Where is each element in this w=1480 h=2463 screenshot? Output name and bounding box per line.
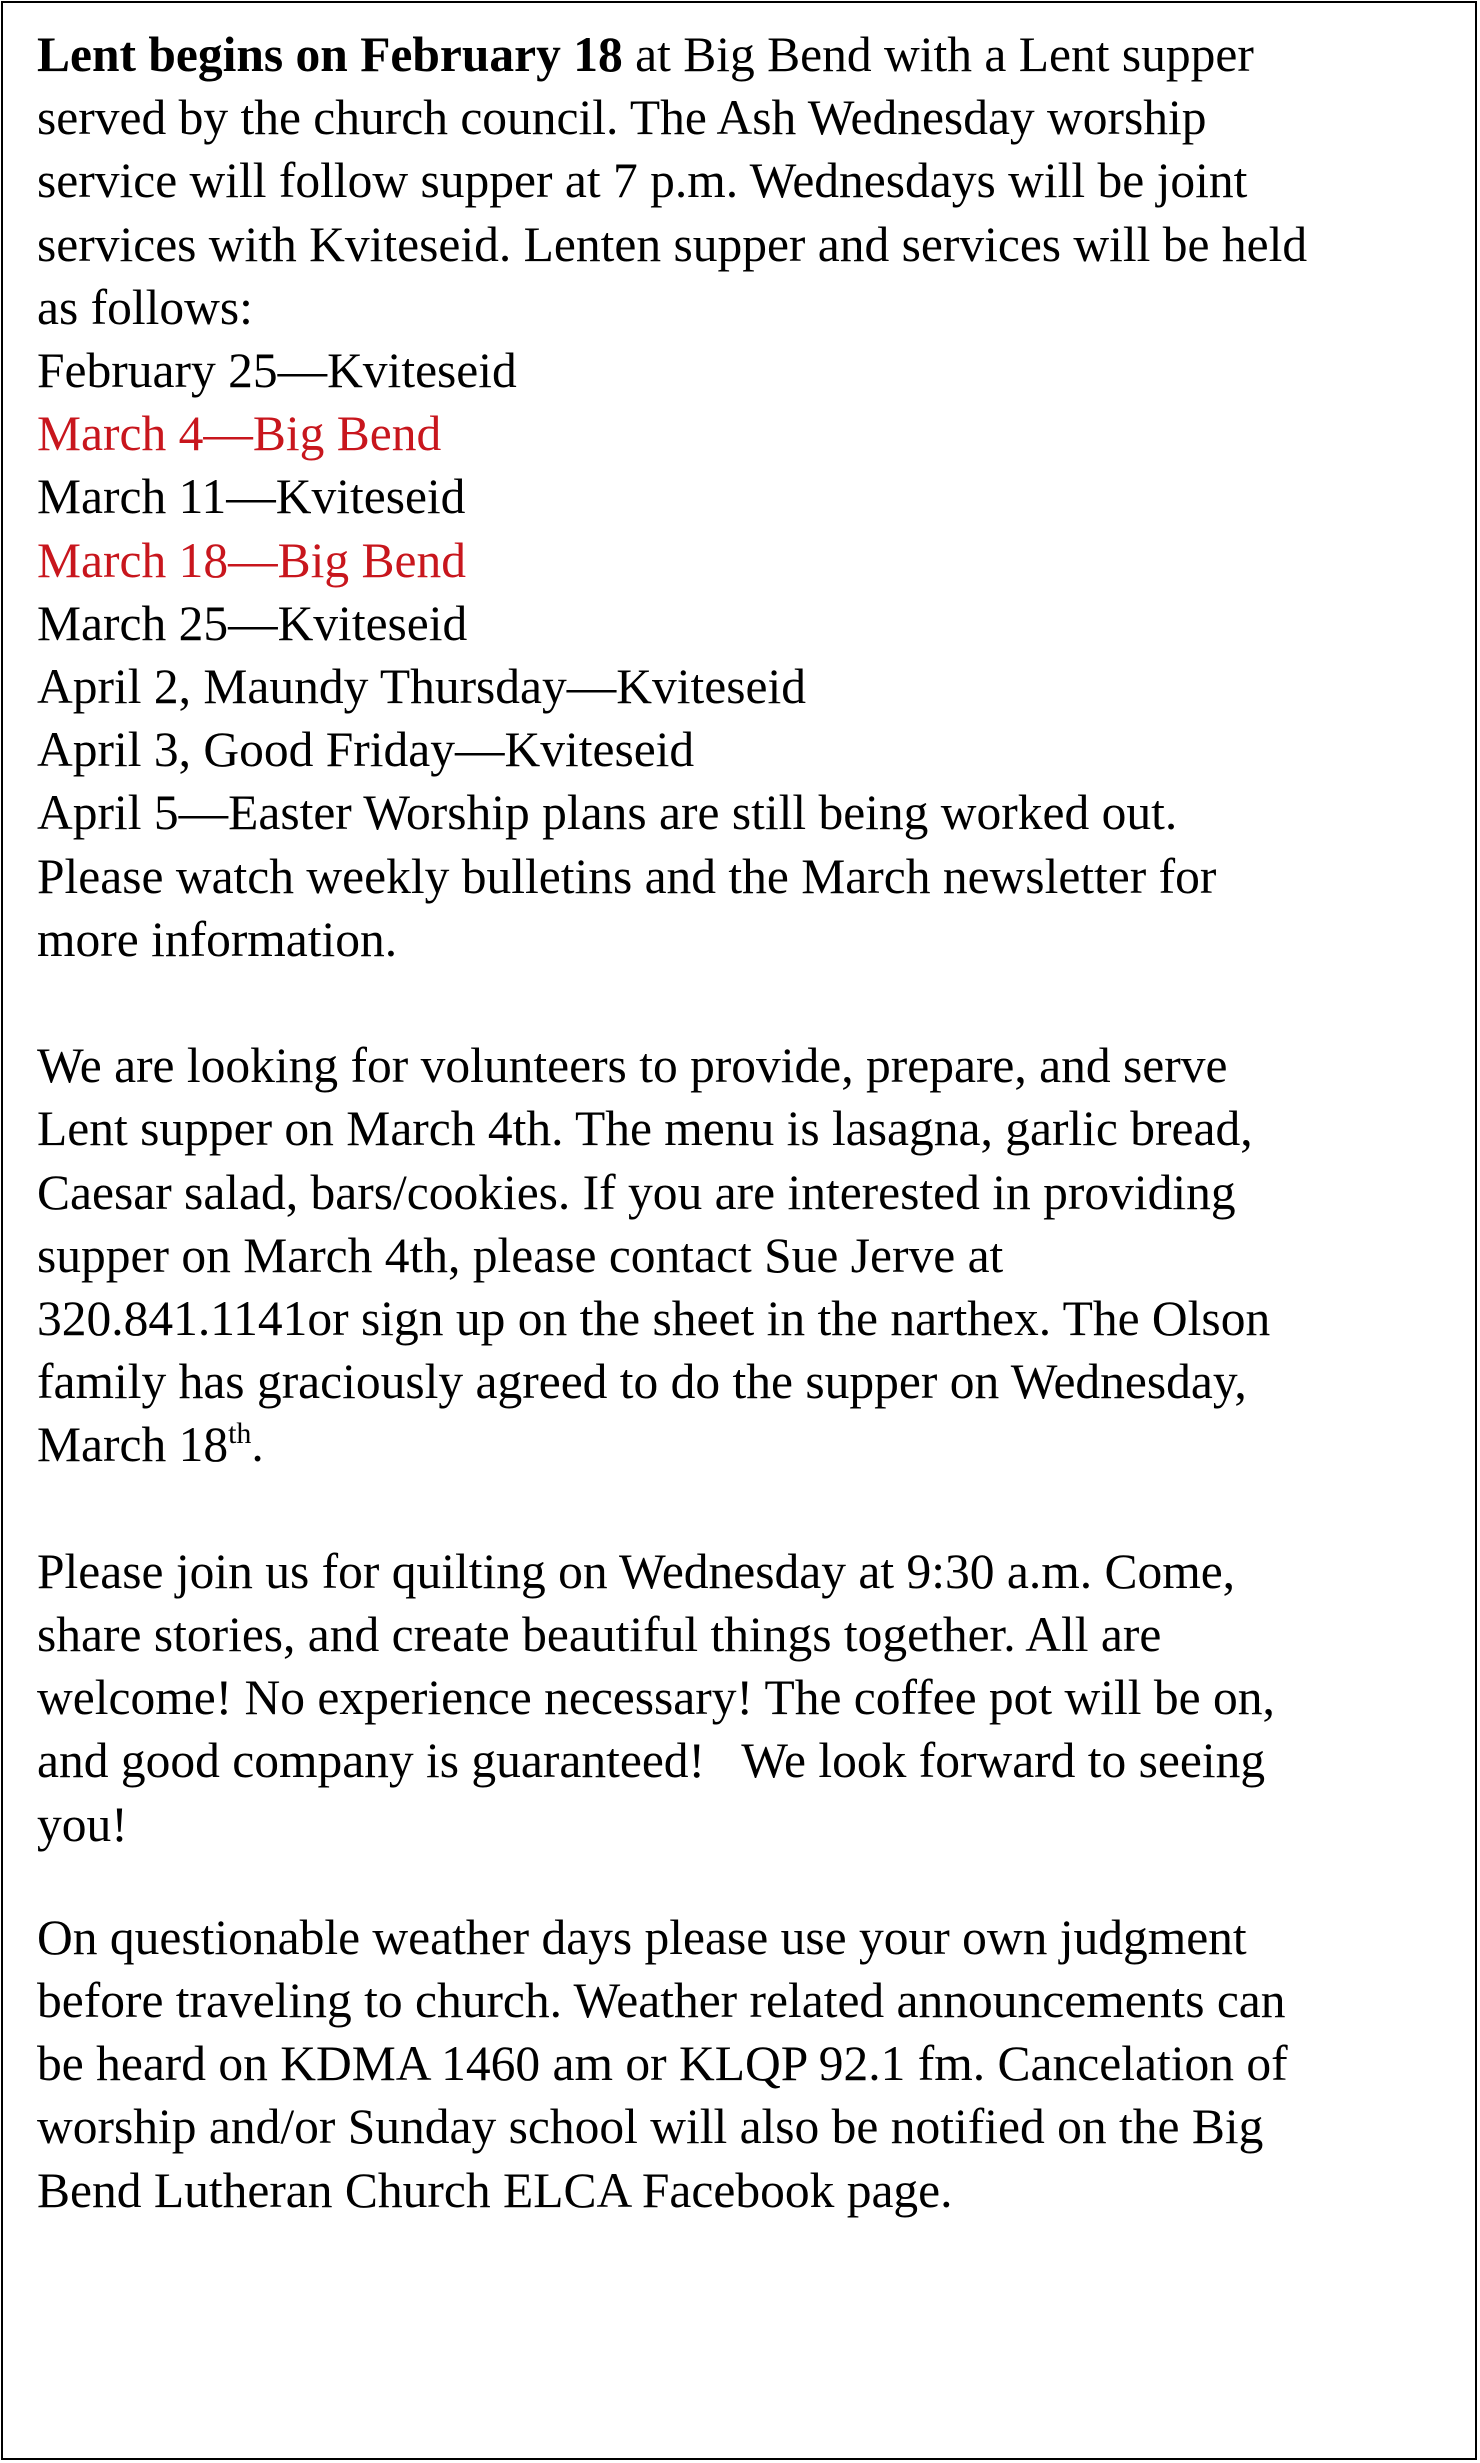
quilting-announcement <box>37 1540 1457 1856</box>
lent-schedule <box>37 339 1457 781</box>
lent-intro-line: at Big Bend with a Lent supper <box>622 27 1254 82</box>
volunteers-line: Lent supper on March 4th. The menu is lasagna, garlic bread, <box>37 1101 1253 1157</box>
quilting-line: welcome! No experience necessary! The coffee pot will be on, <box>37 1670 1275 1726</box>
paragraph-spacer <box>37 971 1457 1034</box>
lent-intro-line: service will follow supper at 7 p.m. Wednesdays will be joint <box>37 153 1248 209</box>
volunteers-period: . <box>251 1417 264 1473</box>
document-border <box>1 1 1477 2460</box>
volunteers-line: supper on March 4th, please contact Sue Jerve at <box>37 1227 1004 1283</box>
weather-line: Bend Lutheran Church ELCA Facebook page. <box>37 2162 953 2218</box>
weather-line: before traveling to church. Weather related announcements can <box>37 1973 1286 2029</box>
lent-first-line <box>37 23 1457 86</box>
schedule-item: April 2, Maundy Thursday—Kviteseid <box>37 659 806 715</box>
weather-line: worship and/or Sunday school will also be notified on the Big <box>37 2099 1264 2155</box>
schedule-item: February 25—Kviteseid <box>37 343 517 399</box>
schedule-item: April 3, Good Friday—Kviteseid <box>37 722 695 778</box>
newsletter-content <box>37 23 1457 2222</box>
lent-announcement <box>37 23 1457 971</box>
paragraph-spacer <box>37 1477 1457 1540</box>
easter-line: Please watch weekly bulletins and the March newsletter for <box>37 848 1217 904</box>
lent-start-date: Lent begins on February 18 <box>37 27 623 82</box>
schedule-item-highlighted: March 4—Big Bend <box>37 406 442 462</box>
volunteers-line: 320.841.1141or sign up on the sheet in the narthex. The Olson <box>37 1291 1271 1347</box>
lent-intro-line: as follows: <box>37 279 253 335</box>
volunteers-last-line <box>37 1413 1457 1476</box>
schedule-item: March 25—Kviteseid <box>37 595 468 651</box>
schedule-item-highlighted: March 18—Big Bend <box>37 532 466 588</box>
volunteers-line: We are looking for volunteers to provide, prepare, and serve <box>37 1038 1228 1094</box>
quilting-line: you! <box>37 1796 128 1852</box>
volunteers-line: family has graciously agreed to do the supper on Wednesday, <box>37 1354 1247 1410</box>
paragraph-spacer <box>37 1856 1457 1906</box>
lent-intro-line: served by the church council. The Ash Wednesday worship <box>37 90 1207 146</box>
quilting-line: Please join us for quilting on Wednesday at 9:30 a.m. Come, <box>37 1543 1236 1599</box>
easter-line: April 5—Easter Worship plans are still being worked out. <box>37 785 1178 841</box>
easter-line: more information. <box>37 911 398 967</box>
volunteers-date: March 18 <box>37 1417 229 1473</box>
quilting-line: share stories, and create beautiful things together. All are <box>37 1607 1162 1663</box>
volunteers-line: Caesar salad, bars/cookies. If you are interested in providing <box>37 1164 1236 1220</box>
lent-intro-line: services with Kviteseid. Lenten supper and services will be held <box>37 216 1308 272</box>
volunteers-announcement <box>37 1034 1457 1476</box>
schedule-item: March 11—Kviteseid <box>37 469 466 525</box>
quilting-line: and good company is guaranteed! We look forward to seeing <box>37 1733 1266 1789</box>
ordinal-suffix: th <box>228 1417 252 1451</box>
weather-line: be heard on KDMA 1460 am or KLQP 92.1 fm. Cancelation of <box>37 2036 1288 2092</box>
weather-announcement <box>37 1906 1457 2222</box>
weather-line: On questionable weather days please use your own judgment <box>37 1909 1247 1965</box>
